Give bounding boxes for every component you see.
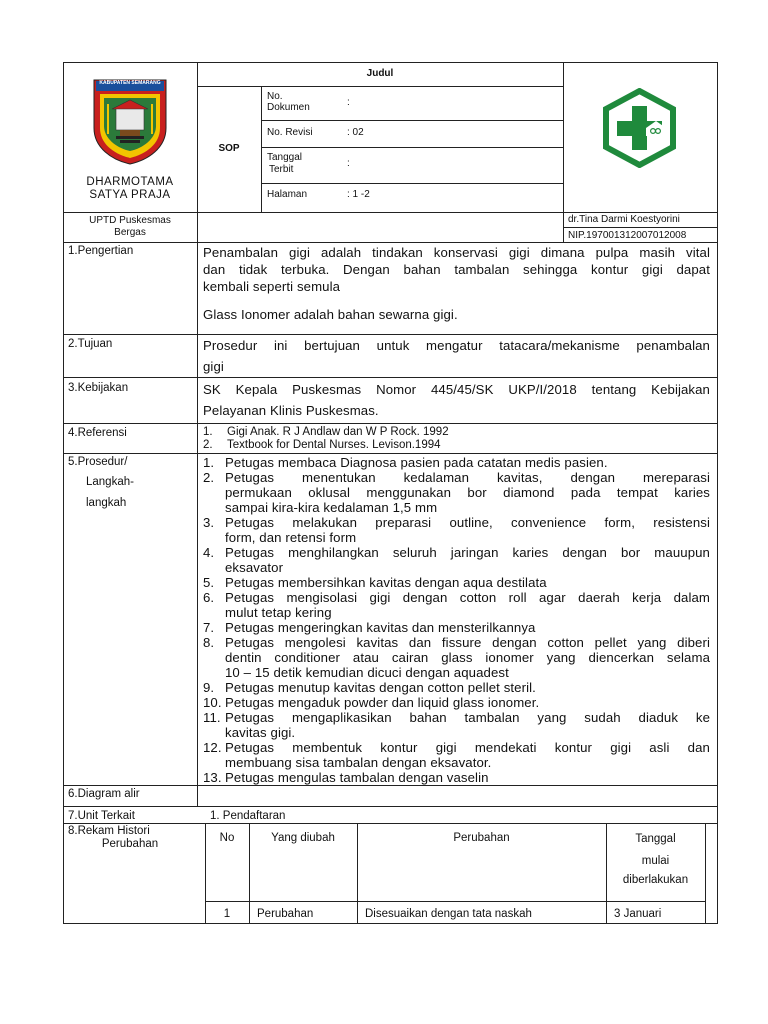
tujuan-line-1: Prosedur ini bertujuan untuk mengatur tatacara/mekanisme penambalan xyxy=(203,338,710,353)
label-unit-terkait: 7.Unit Terkait xyxy=(68,810,135,822)
step-line: Petugas mengolesi kavitas dan fissure dengan cotton pellet yang diberi xyxy=(225,635,710,650)
label-prosedur-3: langkah xyxy=(86,497,127,509)
pengertian-line-2: dan tidak terbuka. Dengan bahan tambalan sehingga kontur gigi dapat xyxy=(203,262,710,277)
step-number: 8. xyxy=(203,635,215,650)
step-line: kavitas gigi. xyxy=(225,725,296,740)
label-prosedur-2: Langkah- xyxy=(86,476,134,488)
step-line: Petugas mengulas tambalan dengan vaselin xyxy=(225,770,489,785)
step-line: Petugas menutup kavitas dengan cotton pellet steril. xyxy=(225,680,536,695)
step-line: Petugas membersihkan kavitas dengan aqua destilata xyxy=(225,575,547,590)
kebijakan-text xyxy=(203,382,710,418)
referensi-text: Gigi Anak. R J Andlaw dan W P Rock. 1992 xyxy=(227,426,449,438)
step-line: mulut tetap kering xyxy=(225,605,332,620)
step-number: 9. xyxy=(203,680,215,695)
pengertian-text xyxy=(203,245,710,322)
step-number: 10. xyxy=(203,695,222,710)
field-halaman-value: : 1 -2 xyxy=(347,189,370,200)
unit-name-2: Bergas xyxy=(114,227,146,238)
field-halaman-label: Halaman xyxy=(267,189,308,200)
field-no-revisi-value: : 02 xyxy=(347,127,364,138)
step-line: Petugas mengaplikasikan bahan tambalan yang sudah diaduk ke xyxy=(225,710,710,725)
tujuan-line-2: gigi xyxy=(203,359,224,374)
field-no-dokumen-label-2: Dokumen xyxy=(267,102,310,113)
step-line: permukaan oklusal menggunakan bor diamond pada tempat karies xyxy=(225,485,710,500)
label-diagram-alir: 6.Diagram alir xyxy=(68,788,140,800)
tujuan-text xyxy=(203,338,710,374)
step-line: Petugas menentukan kedalaman kavitas, dengan mereparasi xyxy=(225,470,710,485)
step-number: 12. xyxy=(203,740,222,755)
sop-label: SOP xyxy=(218,143,240,154)
label-referensi: 4.Referensi xyxy=(68,427,127,439)
step-number: 6. xyxy=(203,590,215,605)
step-line: Petugas mengisolasi gigi dengan cotton roll agar daerah kerja dalam xyxy=(225,590,710,605)
title-label: Judul xyxy=(366,68,394,79)
field-tanggal-value: : xyxy=(347,158,350,169)
history-header-perubahan: Perubahan xyxy=(453,832,510,844)
referensi-num: 2. xyxy=(203,439,213,451)
label-prosedur-1: 5.Prosedur/ xyxy=(68,456,128,468)
label-kebijakan: 3.Kebijakan xyxy=(68,382,129,394)
field-tanggal-label-1: Tanggal xyxy=(267,152,303,163)
unit-terkait-value: 1. Pendaftaran xyxy=(210,810,286,822)
step-line: membuang sisa tambalan dengan eksavator. xyxy=(225,755,492,770)
motto-line-2: SATYA PRAJA xyxy=(89,189,171,201)
field-no-revisi-label: No. Revisi xyxy=(267,127,313,138)
field-tanggal-label-2: Terbit xyxy=(269,164,294,175)
history-header-tanggal-2: mulai xyxy=(641,855,670,867)
history-header-no: No xyxy=(219,832,235,844)
history-header-yang-diubah: Yang diubah xyxy=(271,832,335,844)
signer-name: dr.Tina Darmi Koestyorini xyxy=(568,214,680,225)
unit-name-1: UPTD Puskesmas xyxy=(89,215,171,226)
pengertian-line-1: Penambalan gigi adalah tindakan konservasi gigi dimana pulpa masih vital xyxy=(203,245,710,260)
step-line: Petugas mengeringkan kavitas dan mensterilkannya xyxy=(225,620,536,635)
history-cell-no: 1 xyxy=(223,908,231,920)
step-line: Petugas menghilangkan seluruh jaringan karies dengan bor mauupun xyxy=(225,545,710,560)
field-no-dokumen-value: : xyxy=(347,97,350,108)
step-line: sampai kira-kira kedalaman 1,5 mm xyxy=(225,500,438,515)
history-header-tanggal-1: Tanggal xyxy=(635,833,676,845)
referensi-text: Textbook for Dental Nurses. Levison.1994 xyxy=(227,439,441,451)
pengertian-glass-ionomer: Glass Ionomer adalah bahan sewarna gigi. xyxy=(203,307,458,322)
step-line: eksavator xyxy=(225,560,284,575)
label-rekam-histori-2: Perubahan xyxy=(101,838,159,850)
step-line: 10 – 15 detik kemudian dicuci dengan aquadest xyxy=(225,665,509,680)
step-line: Petugas membaca Diagnosa pasien pada catatan medis pasien. xyxy=(225,455,608,470)
step-line: form, dan retensi form xyxy=(225,530,357,545)
step-line: Petugas mengaduk powder dan liquid glass ionomer. xyxy=(225,695,540,710)
label-rekam-histori-1: 8.Rekam Histori xyxy=(68,825,150,837)
step-line: dentin conditioner atau cairan glass ionomer yang diencerkan selama xyxy=(225,650,710,665)
signer-nip: NIP.197001312007012008 xyxy=(568,230,687,241)
step-number: 13. xyxy=(203,770,222,785)
history-cell-perubahan: Disesuaikan dengan tata naskah xyxy=(365,908,532,920)
puskesmas-logo xyxy=(602,88,677,168)
referensi-num: 1. xyxy=(203,426,213,438)
kebijakan-line-1: SK Kepala Puskesmas Nomor 445/45/SK UKP/I/2018 tentang Kebijakan xyxy=(203,382,710,397)
history-cell-yang-diubah: Perubahan xyxy=(257,908,314,920)
step-number: 3. xyxy=(203,515,215,530)
logo-caption: KABUPATEN SEMARANG xyxy=(99,80,161,86)
step-number: 11. xyxy=(203,710,221,725)
step-number: 4. xyxy=(203,545,215,560)
step-line: Petugas membentuk kontur gigi mendekati kontur gigi asli dan xyxy=(225,740,710,755)
history-header-tanggal-3: diberlakukan xyxy=(622,874,689,886)
history-cell-tanggal: 3 Januari xyxy=(614,908,662,920)
field-no-dokumen-label-1: No. xyxy=(267,91,283,102)
pengertian-line-3: kembali seperti semula xyxy=(203,279,341,294)
step-number: 7. xyxy=(203,620,215,635)
label-pengertian: 1.Pengertian xyxy=(68,245,134,257)
step-number: 5. xyxy=(203,575,215,590)
kebijakan-line-2: Pelayanan Klinis Puskesmas. xyxy=(203,403,379,418)
prosedur-steps xyxy=(203,455,710,785)
motto-line-1: DHARMOTAMA xyxy=(86,176,174,188)
step-line: Petugas melakukan preparasi outline, convenience form, resistensi xyxy=(225,515,710,530)
regency-logo xyxy=(90,78,170,166)
step-number: 2. xyxy=(203,470,215,485)
label-tujuan: 2.Tujuan xyxy=(68,338,113,350)
step-number: 1. xyxy=(203,455,215,470)
